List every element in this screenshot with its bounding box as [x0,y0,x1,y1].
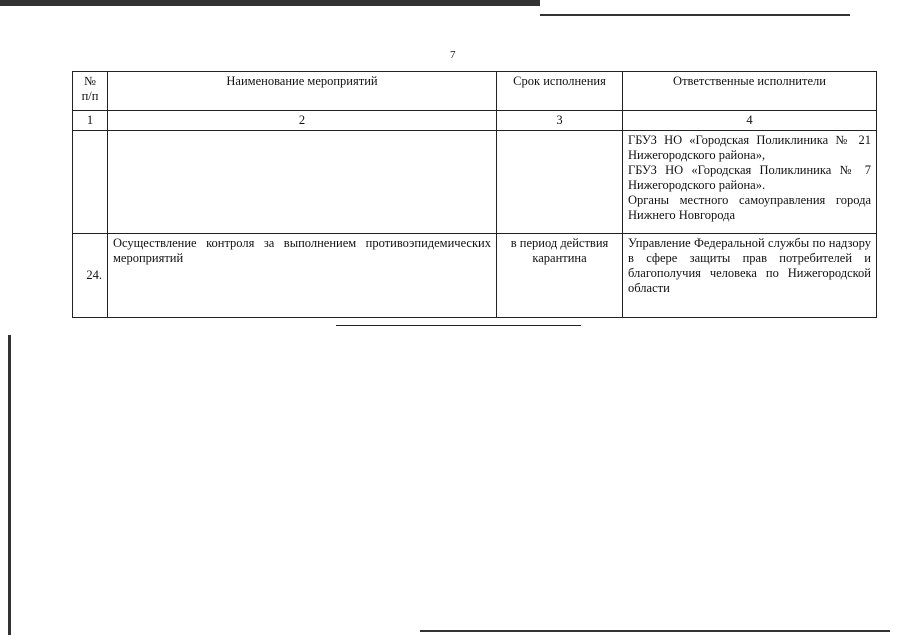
responsible-line: ГБУЗ НО «Городская Поликлиника № 21 Нижегородского района», [628,133,871,162]
cell-resp [623,131,877,234]
header-name: Наименование мероприятий [108,72,497,111]
col-index-2: 2 [108,111,497,131]
scan-edge-left [8,335,11,635]
header-num: № п/п [73,72,108,111]
responsible-line: ГБУЗ НО «Городская Поликлиника № 7 Нижегородского района». [628,163,871,192]
page-number: 7 [450,49,456,61]
closing-rule [336,325,581,326]
cell-num: 24. [73,234,108,318]
col-index-4: 4 [623,111,877,131]
table-row-24 [73,234,877,318]
cell-name [108,131,497,234]
cell-name: Осуществление контроля за выполнением противоэпидемических мероприятий [108,234,497,318]
cell-resp: Управление Федеральной службы по надзору в сфере защиты прав потребителей и благополучия человека по Нижегородской области [623,234,877,318]
scan-edge-top-right [540,14,850,16]
table-header-row [73,72,877,111]
cell-term: в период действия карантина [497,234,623,318]
col-index-3: 3 [497,111,623,131]
table-row-continued [73,131,877,234]
scan-edge-top [0,0,540,6]
activities-table [72,71,877,318]
col-index-1: 1 [73,111,108,131]
responsible-line: Органы местного самоуправления города Нижнего Новгорода [628,193,871,222]
scan-edge-bottom [420,630,890,632]
column-index-row [73,111,877,131]
cell-num [73,131,108,234]
cell-term [497,131,623,234]
header-term: Срок исполнения [497,72,623,111]
header-resp: Ответственные исполнители [623,72,877,111]
